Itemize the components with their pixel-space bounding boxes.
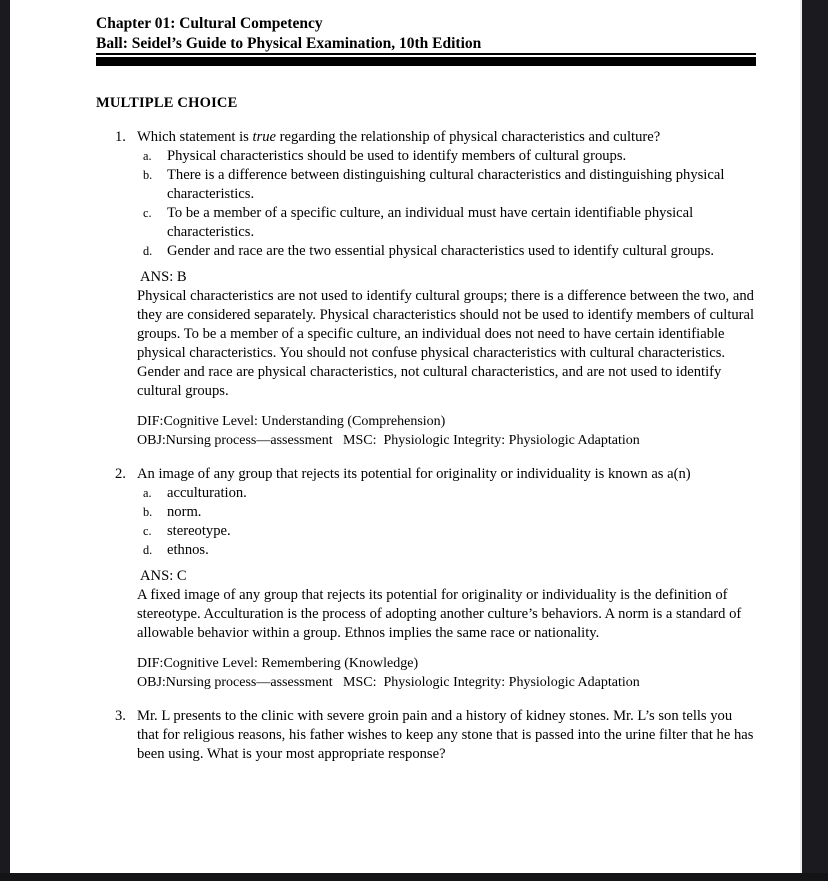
question-item-3 [96, 707, 756, 764]
option-letter: b. [143, 505, 153, 519]
book-title: Ball: Seidel’s Guide to Physical Examination, 10th Edition [96, 34, 756, 56]
option-row-c [137, 522, 756, 541]
option-row-b [137, 166, 756, 204]
option-letter: b. [143, 168, 153, 182]
window-frame-left [0, 0, 10, 881]
question-stem [137, 465, 756, 484]
msc-line: MSC: Physiologic Integrity: Physiologic Adaptation [343, 675, 640, 690]
answer-label: ANS: B [140, 269, 187, 285]
question-item-1 [96, 128, 756, 450]
answer-label: ANS: C [140, 568, 187, 584]
option-row-d [137, 541, 756, 560]
option-text: stereotype. [167, 523, 231, 539]
question-stem [137, 707, 756, 764]
stem-text: An image of any group that rejects its potential for originality or individuality is known as a(n) [137, 466, 691, 482]
question-number: 1. [115, 129, 126, 145]
question-stem [137, 128, 756, 147]
obj-msc-line [137, 673, 756, 692]
option-text: acculturation. [167, 485, 247, 501]
question-body [137, 707, 756, 764]
dif-line: DIF:Cognitive Level: Remembering (Knowledge) [137, 656, 419, 671]
section-title: MULTIPLE CHOICE [96, 95, 238, 111]
question-body [137, 465, 756, 692]
stem-text-after: regarding the relationship of physical characteristics and culture? [276, 129, 661, 145]
msc-line: MSC: Physiologic Integrity: Physiologic Adaptation [343, 433, 640, 448]
meta-block [137, 412, 756, 450]
rationale-text: Physical characteristics are not used to identify cultural groups; there is a difference between the two, and they are considered separately. Physical characteristics should not be used to identify members of cultural groups. To be a member of a specific culture, an individual does not need to have certain identifiable physical characteristics. You should not confuse physical characteristics with cultural characteristics. Gender and race are physical characteristics, not cultural characteristics, and are not used to identify cultural groups. [137, 288, 755, 399]
options-list [137, 147, 756, 261]
obj-msc-line [137, 431, 756, 450]
option-row-a [137, 484, 756, 503]
option-row-c [137, 204, 756, 242]
rationale-text: A fixed image of any group that rejects its potential for originality or individuality is the definition of stereotype. Acculturation is the process of adopting another culture’s behaviors. A norm is a standard of allowable behavior within a group. Ethnos implies the same race or nationality. [137, 587, 742, 641]
option-letter: d. [143, 543, 153, 557]
window-frame-bottom [0, 873, 828, 881]
option-letter: a. [143, 149, 152, 163]
answer-block [137, 268, 756, 401]
option-row-d [137, 242, 756, 261]
option-letter: d. [143, 244, 153, 258]
answer-block [137, 567, 756, 643]
question-body [137, 128, 756, 450]
header-rule [96, 57, 756, 66]
chapter-title: Chapter 01: Cultural Competency [96, 15, 323, 32]
obj-line: OBJ:Nursing process—assessment [137, 433, 333, 448]
option-text: norm. [167, 504, 202, 520]
option-row-a [137, 147, 756, 166]
option-text: Physical characteristics should be used to identify members of cultural groups. [167, 148, 627, 164]
option-row-b [137, 503, 756, 522]
stem-text: Mr. L presents to the clinic with severe groin pain and a history of kidney stones. Mr. L’s son tells you that for religious reasons, his father wishes to keep any stone that is passed into the urine filter that he has been using. What is your most appropriate response? [137, 708, 754, 762]
options-list [137, 484, 756, 560]
stem-text: Which statement is [137, 129, 253, 145]
option-text: To be a member of a specific culture, an individual must have certain identifiable physical characteristics. [167, 205, 694, 240]
option-letter: c. [143, 524, 152, 538]
document-header [96, 14, 756, 66]
obj-line: OBJ:Nursing process—assessment [137, 675, 333, 690]
dif-line: DIF:Cognitive Level: Understanding (Comprehension) [137, 414, 446, 429]
question-number: 3. [115, 708, 126, 724]
page-content [96, 0, 756, 764]
meta-block [137, 654, 756, 692]
question-item-2 [96, 465, 756, 692]
option-letter: a. [143, 486, 152, 500]
window-frame-right [800, 0, 828, 881]
option-letter: c. [143, 206, 152, 220]
option-text: There is a difference between distinguishing cultural characteristics and distinguishing physical characteristics. [167, 167, 725, 202]
question-number: 2. [115, 466, 126, 482]
option-text: ethnos. [167, 542, 209, 558]
option-text: Gender and race are the two essential physical characteristics used to identify cultural groups. [167, 243, 715, 259]
stem-italic-word: true [252, 129, 277, 145]
